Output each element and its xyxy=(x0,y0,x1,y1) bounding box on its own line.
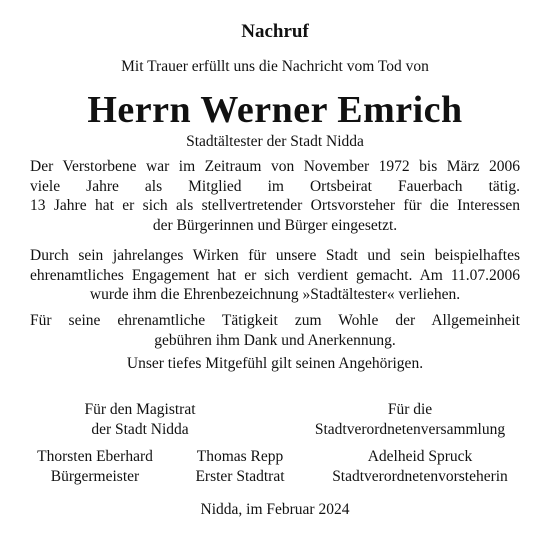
text-line: ehrenamtliches Engagement hat er sich verdient gemacht. Am 11.07.2006 xyxy=(30,266,520,284)
intro-line: Mit Trauer erfüllt uns die Nachricht vom Tod von xyxy=(121,58,429,75)
text-line: 13 Jahre hat er sich als stellvertretender Ortsvorsteher für die Interessen xyxy=(30,197,520,214)
signatory-name: Thorsten Eberhard xyxy=(37,448,153,465)
signatory-eberhard xyxy=(20,447,170,487)
honorary-title: Stadtältester der Stadt Nidda xyxy=(186,133,364,150)
text-line: der Bürgerinnen und Bürger eingesetzt. xyxy=(152,216,398,234)
signatory-name: Adelheid Spruck xyxy=(367,448,473,465)
signatory-role: Erster Stadtrat xyxy=(195,468,285,485)
text-line: gebühren ihm Dank und Anerkennung. xyxy=(154,331,396,349)
signatory-repp xyxy=(175,447,305,487)
paragraph-thanks xyxy=(30,311,520,350)
signatory-spruck xyxy=(310,447,530,487)
signatory-magistrat xyxy=(40,400,240,440)
text-line: Durch sein jahrelanges Wirken für unsere Stadt und sein beispielhaftes xyxy=(30,247,520,264)
deceased-name: Herrn Werner Emrich xyxy=(87,89,463,131)
text-line: Der Verstorbene war im Zeitraum von November 1972 bis März 2006 xyxy=(30,158,520,175)
text-line: viele Jahre als Mitglied im Ortsbeirat Fauerbach tätig. xyxy=(30,177,520,195)
paragraph-honor xyxy=(30,246,520,305)
signatory-role: Bürgermeister xyxy=(50,468,140,485)
text-line: Für seine ehrenamtliche Tätigkeit zum Wohle der Allgemeinheit xyxy=(30,312,520,329)
text-line: wurde ihm die Ehrenbezeichnung »Stadtältester« verliehen. xyxy=(89,286,461,303)
signatory-stadtverordnetenversammlung xyxy=(310,400,510,440)
signatory-name: Thomas Repp xyxy=(196,448,284,465)
place-date-line: Nidda, im Februar 2024 xyxy=(200,501,350,518)
signatory-line: der Stadt Nidda xyxy=(91,421,189,438)
condolence-line: Unser tiefes Mitgefühl gilt seinen Angehörigen. xyxy=(126,355,424,372)
signatory-line: Stadtverordnetenversammlung xyxy=(314,421,506,438)
notice-heading: Nachruf xyxy=(241,21,309,42)
signatory-role: Stadtverordnetenvorsteherin xyxy=(332,468,508,485)
signatory-line: Für die xyxy=(387,401,433,418)
paragraph-service xyxy=(30,157,520,235)
signatory-line: Für den Magistrat xyxy=(84,401,196,418)
